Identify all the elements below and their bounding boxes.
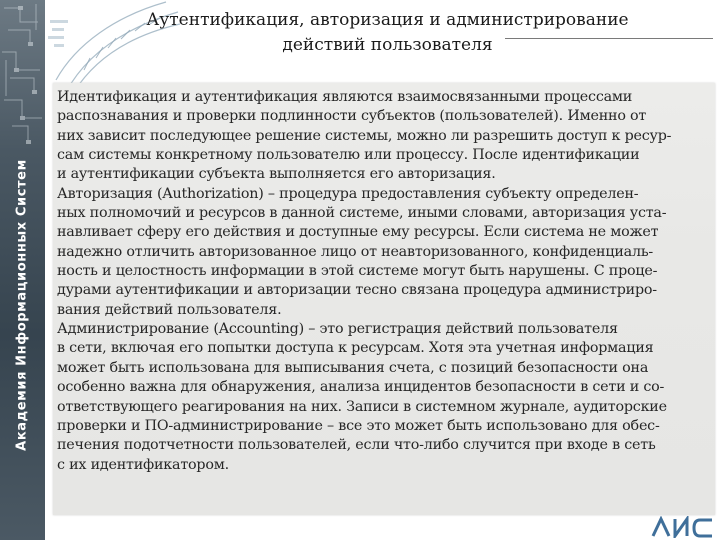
text-line: Авторизация (Authorization) – процедура предоставления субъекту определен- xyxy=(57,185,639,202)
text-line: дурами аутентификации и авторизации тесно связана процедура администриро- xyxy=(57,282,657,299)
title-line-2: действий пользователя xyxy=(282,35,493,55)
sidebar xyxy=(0,0,45,540)
text-line: надежно отличить авторизованное лицо от неавторизованного, конфиденциаль- xyxy=(57,243,653,260)
text-line: проверки и ПО-администрирование – все это может быть использовано для обес- xyxy=(57,417,660,434)
text-line: и аутентификации субъекта выполняется его авторизация. xyxy=(57,166,496,183)
ais-logo-icon xyxy=(650,516,716,538)
text-line: ных полномочий и ресурсов в данной системе, иными словами, авторизация уста- xyxy=(57,205,667,222)
text-line: с их идентификатором. xyxy=(57,456,229,473)
text-line: Идентификация и аутентификация являются взаимосвязанными процессами xyxy=(57,89,633,105)
text-line: печения подотчетности пользователей, если что-либо случится при входе в сеть xyxy=(57,437,656,454)
page-title xyxy=(55,8,720,58)
title-underline xyxy=(505,38,713,39)
text-line: сам системы конкретному пользователю или процессу. После идентификации xyxy=(57,147,640,164)
title-line-1: Аутентификация, авторизация и администрирование xyxy=(146,10,629,30)
text-line: в сети, включая его попытки доступа к ресурсам. Хотя эта учетная информация xyxy=(57,340,654,357)
text-line: них зависит последующее решение системы, можно ли разрешить доступ к ресур- xyxy=(57,127,672,144)
circuit-pattern-icon xyxy=(0,0,45,150)
text-line: ответствующего реагирования на них. Записи в системном журнале, аудиторские xyxy=(57,398,667,415)
text-line: навливает сферу его действия и доступные ему ресурсы. Если система не может xyxy=(57,224,659,241)
text-line: особенно важна для обнаружения, анализа инцидентов безопасности в сети и со- xyxy=(57,379,665,396)
scanned-paragraphs xyxy=(57,88,711,475)
text-line: ность и целостность информации в этой системе могут быть нарушены. С проце- xyxy=(57,263,658,280)
text-line: вания действий пользователя. xyxy=(57,301,282,318)
scanned-text-image xyxy=(53,83,715,515)
sidebar-vertical-label: Академия Информационных Систем xyxy=(14,159,30,451)
text-line: Администрирование (Accounting) – это регистрация действий пользователя xyxy=(57,321,618,338)
text-line: может быть использована для выписывания счета, с позиций безопасности она xyxy=(57,359,649,376)
text-line: распознавания и проверки подлинности субъектов (пользователей). Именно от xyxy=(57,108,647,125)
